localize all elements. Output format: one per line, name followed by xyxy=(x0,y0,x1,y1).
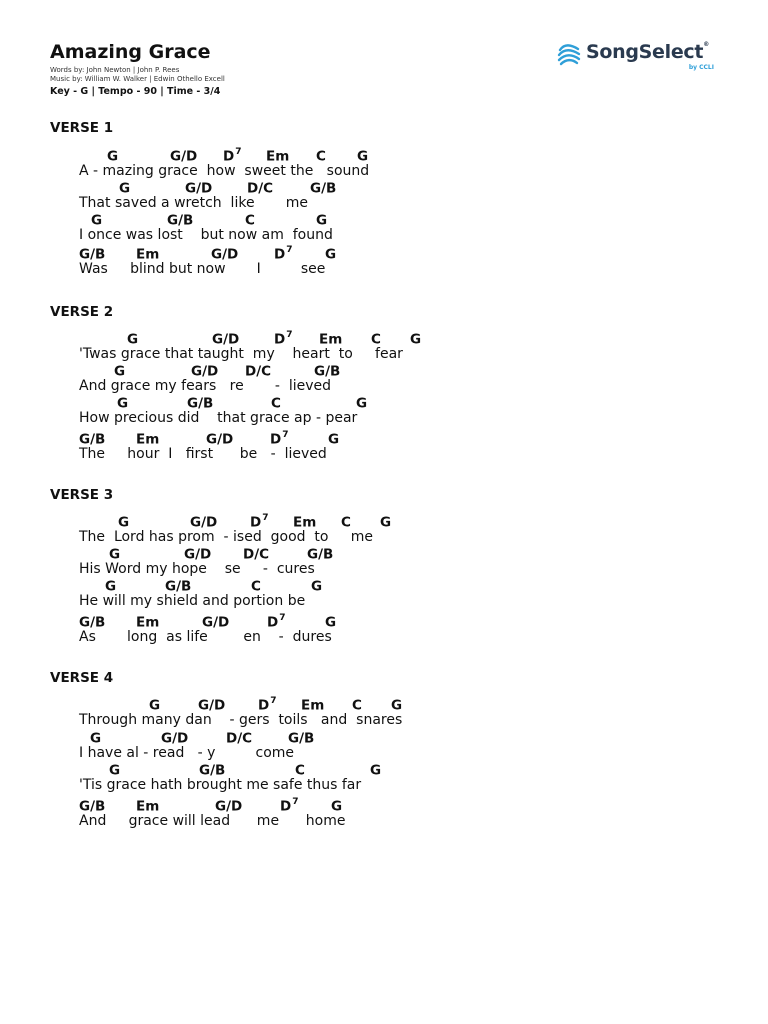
chord: G/B xyxy=(199,762,226,779)
chord: G/B xyxy=(187,395,214,412)
chord: G xyxy=(127,331,139,348)
chord: G xyxy=(114,363,126,380)
key-tempo-time: Key - G | Tempo - 90 | Time - 3/4 xyxy=(50,86,221,97)
verse-label: VERSE 3 xyxy=(50,487,114,503)
verse-label: VERSE 2 xyxy=(50,304,114,320)
verse-2 xyxy=(50,304,710,474)
chord: G/D xyxy=(185,180,213,197)
lyric-line: I once was lost but now am found xyxy=(79,227,333,243)
lyric-line: The Lord has prom - ised good to me xyxy=(79,529,373,545)
chord: G xyxy=(109,546,121,563)
chord: G/D xyxy=(198,697,226,714)
chord: G xyxy=(149,697,161,714)
lyric-line: I have al - read - y come xyxy=(79,745,295,761)
chord: G/B xyxy=(314,363,341,380)
chord: G/D xyxy=(190,514,218,531)
words-credit: Words by: John Newton | John P. Rees xyxy=(50,66,180,74)
chord: G/B xyxy=(79,798,106,815)
chord: C xyxy=(316,148,326,165)
chord: G xyxy=(91,212,103,229)
chord: D/C xyxy=(245,363,272,380)
chord: Em xyxy=(136,431,160,448)
chord: G xyxy=(119,180,131,197)
lyric-line: His Word my hope se - cures xyxy=(79,561,315,577)
chord: C xyxy=(295,762,305,779)
chord: G xyxy=(118,514,130,531)
chord: $D^7$ xyxy=(274,245,293,263)
chord: G xyxy=(370,762,382,779)
chord: G xyxy=(410,331,422,348)
lyric-line: He will my shield and portion be xyxy=(79,593,306,609)
chord: $D^7$ xyxy=(258,696,277,714)
chord: $D^7$ xyxy=(274,330,293,348)
chord: G/D xyxy=(215,798,243,815)
verse-1 xyxy=(50,120,710,290)
chord: G xyxy=(328,431,340,448)
lyric-line: How precious did that grace ap - pear xyxy=(79,410,358,426)
chord: Em xyxy=(301,697,325,714)
chord: G/B xyxy=(165,578,192,595)
chord: Em xyxy=(319,331,343,348)
chord: Em xyxy=(136,798,160,815)
chord: G xyxy=(316,212,328,229)
chord: $D^7$ xyxy=(223,147,242,165)
songselect-wave-icon xyxy=(556,41,582,67)
chord: G xyxy=(107,148,119,165)
chord: G xyxy=(117,395,129,412)
chord: Em xyxy=(266,148,290,165)
music-credit: Music by: William W. Walker | Edwin Othello Excell xyxy=(50,75,225,83)
chord: $D^7$ xyxy=(250,513,269,531)
chord: G xyxy=(311,578,323,595)
chord: D/C xyxy=(226,730,253,747)
verse-4 xyxy=(50,670,710,840)
chord: C xyxy=(352,697,362,714)
songselect-logo xyxy=(556,40,716,74)
chord: G xyxy=(357,148,369,165)
chord: Em xyxy=(136,614,160,631)
chord: G/D xyxy=(211,246,239,263)
lyric-line: As long as life en - dures xyxy=(79,629,332,645)
chord: G xyxy=(109,762,121,779)
chord: Em xyxy=(136,246,160,263)
chord: G/B xyxy=(79,431,106,448)
chord: G xyxy=(105,578,117,595)
chord: G/D xyxy=(212,331,240,348)
chord: $D^7$ xyxy=(267,613,286,631)
chord: G/B xyxy=(167,212,194,229)
chord: C xyxy=(341,514,351,531)
chord: $D^7$ xyxy=(270,430,289,448)
chord: G xyxy=(325,246,337,263)
chord: C xyxy=(245,212,255,229)
lyric-line: 'Twas grace that taught my heart to fear xyxy=(79,346,403,362)
lyric-line: And grace will lead me home xyxy=(79,813,346,829)
chord: $D^7$ xyxy=(280,797,299,815)
chord: G xyxy=(356,395,368,412)
logo-wordmark: SongSelect® xyxy=(586,41,709,63)
chord: G/B xyxy=(79,246,106,263)
chord: G/D xyxy=(184,546,212,563)
chord: G xyxy=(380,514,392,531)
song-title: Amazing Grace xyxy=(50,41,211,63)
verse-label: VERSE 1 xyxy=(50,120,114,136)
lyric-line: The hour I first be - lieved xyxy=(79,446,327,462)
chord: G/D xyxy=(161,730,189,747)
chord: G/B xyxy=(288,730,315,747)
chord: G/B xyxy=(310,180,337,197)
chord: G/D xyxy=(206,431,234,448)
verse-3 xyxy=(50,487,710,657)
lyric-line: 'Tis grace hath brought me safe thus far xyxy=(79,777,362,793)
chord: G xyxy=(391,697,403,714)
logo-by-line: by CCLI xyxy=(688,64,714,71)
chord: D/C xyxy=(243,546,270,563)
lyric-line: A - mazing grace how sweet the sound xyxy=(79,163,370,179)
chord: G/B xyxy=(307,546,334,563)
lyric-line: And grace my fears re - lieved xyxy=(79,378,332,394)
chord: G xyxy=(90,730,102,747)
chord: D/C xyxy=(247,180,274,197)
chord: G/D xyxy=(191,363,219,380)
chord: C xyxy=(371,331,381,348)
lyric-line: That saved a wretch like me xyxy=(79,195,308,211)
chord: G/D xyxy=(170,148,198,165)
chord: G xyxy=(331,798,343,815)
chord: C xyxy=(251,578,261,595)
verse-label: VERSE 4 xyxy=(50,670,114,686)
chord: C xyxy=(271,395,281,412)
lyric-line: Was blind but now I see xyxy=(79,261,326,277)
chord: G/D xyxy=(202,614,230,631)
chord: Em xyxy=(293,514,317,531)
lyric-line: Through many dan - gers toils and snares xyxy=(79,712,403,728)
chord: G/B xyxy=(79,614,106,631)
chord: G xyxy=(325,614,337,631)
